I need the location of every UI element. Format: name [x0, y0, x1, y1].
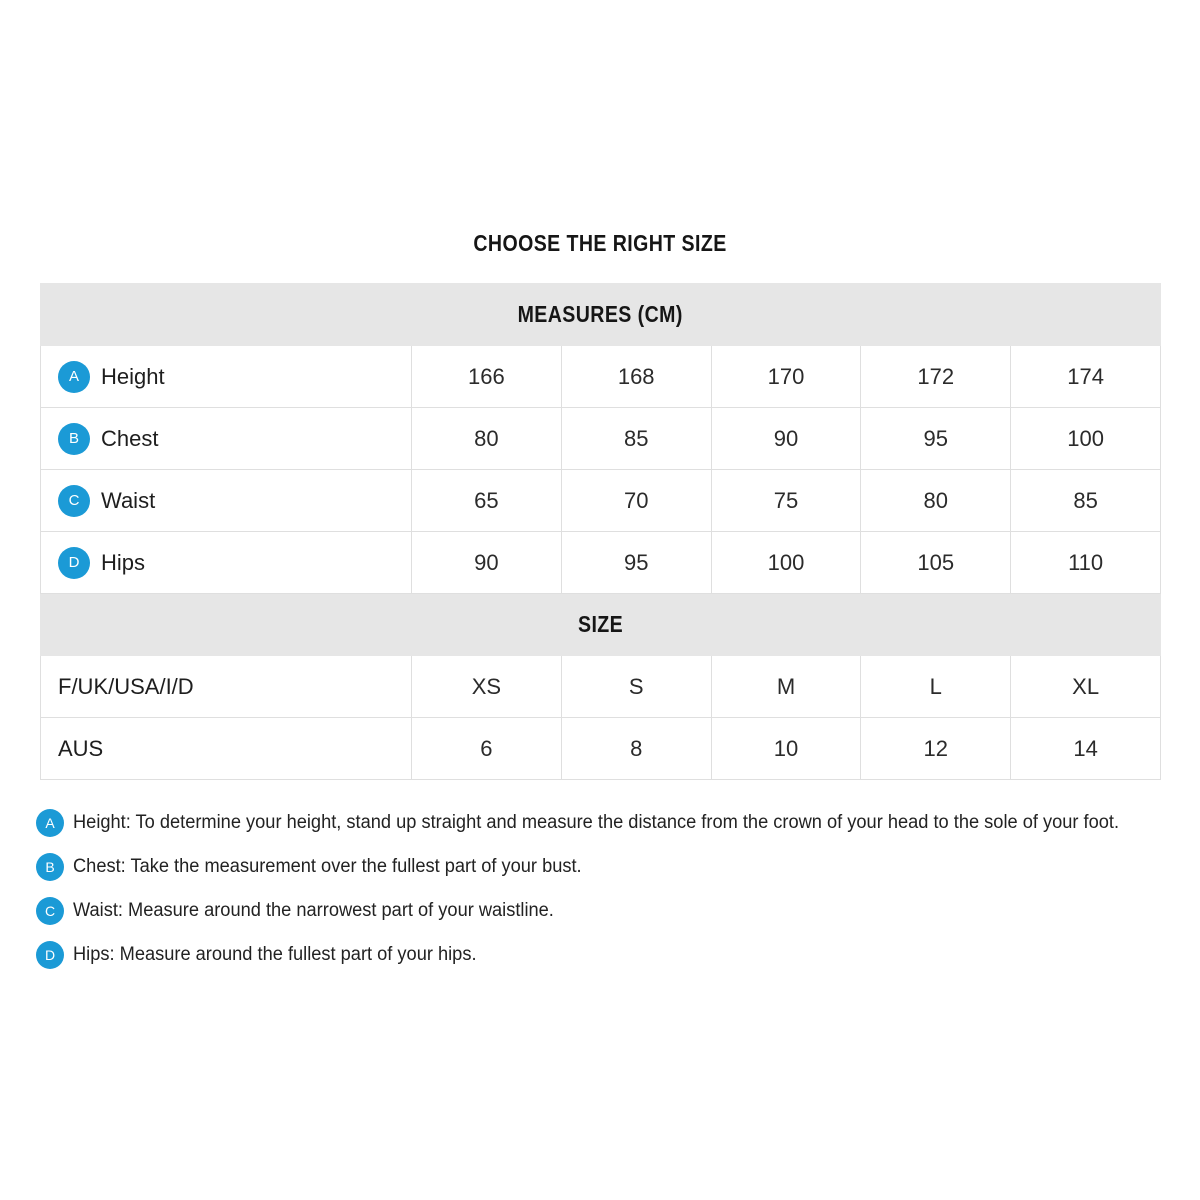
page-title-text: CHOOSE THE RIGHT SIZE: [473, 230, 727, 256]
letter-badge-b: B: [58, 423, 90, 455]
size-guide-table: [40, 283, 1161, 780]
legend-item-chest: [36, 853, 1176, 881]
table-cell: L: [861, 656, 1011, 718]
measurement-legend: [36, 809, 1176, 985]
table-cell: 8: [561, 718, 711, 780]
row-label-cell: [41, 408, 412, 470]
measures-header-cell: [41, 284, 1161, 346]
table-cell: 10: [711, 718, 861, 780]
table-cell: 100: [1011, 408, 1161, 470]
table-cell: 95: [561, 532, 711, 594]
letter-badge-d: D: [58, 547, 90, 579]
page-title: [0, 230, 1200, 257]
letter-badge-c: C: [36, 897, 64, 925]
row-label: Chest: [101, 425, 159, 451]
letter-badge-d: D: [36, 941, 64, 969]
row-label: AUS: [58, 735, 104, 761]
table-cell: 6: [412, 718, 562, 780]
table-cell: 12: [861, 718, 1011, 780]
legend-text: Height: To determine your height, stand up straight and measure the distance from the crown of your head to the sole of your foot.: [73, 812, 1120, 833]
row-label: Height: [101, 363, 165, 389]
table-cell: 100: [711, 532, 861, 594]
table-cell: XS: [412, 656, 562, 718]
legend-text: Chest: Take the measurement over the fullest part of your bust.: [73, 856, 582, 877]
letter-badge-a: A: [58, 361, 90, 393]
table-row-international-sizes: [41, 656, 1161, 718]
letter-badge-c: C: [58, 485, 90, 517]
letter-badge-a: A: [36, 809, 64, 837]
table-cell: 85: [561, 408, 711, 470]
size-header-text: SIZE: [577, 611, 624, 637]
table-cell: 85: [1011, 470, 1161, 532]
measures-header-text: MEASURES (CM): [517, 301, 684, 327]
table-cell: 65: [412, 470, 562, 532]
size-header-row: [41, 594, 1161, 656]
row-label-cell: [41, 532, 412, 594]
row-label-cell: [41, 656, 412, 718]
table-cell: 170: [711, 346, 861, 408]
table-cell: XL: [1011, 656, 1161, 718]
table-row-height: [41, 346, 1161, 408]
table-cell: M: [711, 656, 861, 718]
table-row-aus-sizes: [41, 718, 1161, 780]
row-label-cell: [41, 718, 412, 780]
table-cell: 172: [861, 346, 1011, 408]
table-row-waist: [41, 470, 1161, 532]
row-label: F/UK/USA/I/D: [58, 673, 194, 699]
table-cell: 168: [561, 346, 711, 408]
measures-header-row: [41, 284, 1161, 346]
table-row-chest: [41, 408, 1161, 470]
table-cell: 80: [412, 408, 562, 470]
size-header-cell: [41, 594, 1161, 656]
legend-item-hips: [36, 941, 1176, 969]
row-label: Hips: [101, 549, 146, 575]
table-cell: 80: [861, 470, 1011, 532]
table-cell: 75: [711, 470, 861, 532]
row-label: Waist: [101, 487, 156, 513]
row-label-cell: [41, 470, 412, 532]
table-cell: S: [561, 656, 711, 718]
legend-text: Waist: Measure around the narrowest part of your waistline.: [73, 900, 554, 921]
letter-badge-b: B: [36, 853, 64, 881]
legend-item-height: [36, 809, 1176, 837]
legend-text: Hips: Measure around the fullest part of your hips.: [73, 944, 477, 965]
table-cell: 110: [1011, 532, 1161, 594]
row-label-cell: [41, 346, 412, 408]
table-cell: 95: [861, 408, 1011, 470]
table-cell: 90: [711, 408, 861, 470]
table-row-hips: [41, 532, 1161, 594]
table-cell: 166: [412, 346, 562, 408]
table-cell: 174: [1011, 346, 1161, 408]
table-cell: 70: [561, 470, 711, 532]
legend-item-waist: [36, 897, 1176, 925]
table-cell: 14: [1011, 718, 1161, 780]
table-cell: 105: [861, 532, 1011, 594]
table-cell: 90: [412, 532, 562, 594]
